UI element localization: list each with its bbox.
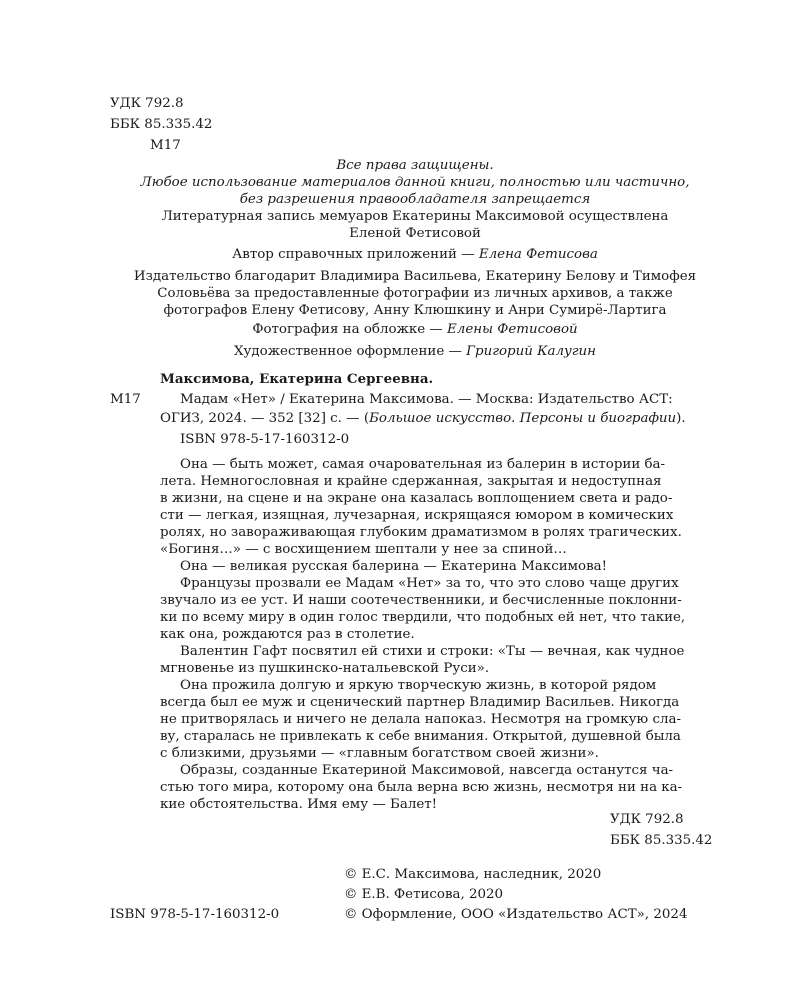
annotation-line: с близкими, друзьями — «главным богатством своей жизни». bbox=[160, 746, 599, 761]
literary-line: Литературная запись мемуаров Екатерины Максимовой осуществлена bbox=[161, 209, 669, 224]
catalog-author: Максимова, Екатерина Сергеевна. bbox=[160, 371, 434, 387]
art-design-label: Художественное оформление — bbox=[234, 344, 467, 359]
annotation-paragraph bbox=[160, 456, 716, 558]
catalog-series: Большое искусство. Персоны и биографии bbox=[369, 411, 677, 426]
annotation-line: кие обстоятельства. Имя ему — Балет! bbox=[160, 797, 438, 812]
rights-line: Все права защищены. bbox=[336, 158, 494, 173]
annotation-line: стью того мира, которому она была верна всю жизнь, несмотря ни на ка- bbox=[160, 780, 683, 795]
udk-code: УДК 792.8 bbox=[110, 96, 184, 111]
annotation bbox=[160, 456, 716, 813]
art-design-credit bbox=[110, 343, 720, 360]
cover-photo-name: Елены Фетисовой bbox=[447, 322, 578, 337]
art-design-name: Григорий Калугин bbox=[466, 344, 596, 359]
catalog-line-2-start: ОГИЗ, 2024. — 352 [32] с. — ( bbox=[160, 411, 370, 426]
rights-notice bbox=[110, 157, 720, 208]
annotation-paragraph bbox=[160, 643, 716, 677]
annotation-paragraph bbox=[160, 558, 716, 575]
annotation-line: в жизни, на сцене и на экране она казалась воплощением света и радо- bbox=[160, 491, 673, 506]
publisher-thanks bbox=[110, 268, 720, 319]
author-mark: М17 bbox=[150, 138, 181, 153]
bottom-bbk-code: ББК 85.335.42 bbox=[610, 833, 713, 848]
annotation-line: Валентин Гафт посвятил ей стихи и строки: «Ты — вечная, как чудное bbox=[180, 644, 685, 659]
annotation-line: всегда был ее муж и сценический партнер Владимир Васильев. Никогда bbox=[160, 695, 680, 710]
copyright-line: © Е.В. Фетисова, 2020 bbox=[344, 887, 504, 902]
annotation-line: ролях, но завораживающая глубоким драматизмом в ролях трагических. bbox=[160, 525, 682, 540]
catalog-isbn: ISBN 978-5-17-160312-0 bbox=[180, 432, 350, 447]
appendix-author bbox=[110, 246, 720, 263]
annotation-paragraph bbox=[160, 762, 716, 813]
appendix-author-name: Елена Фетисова bbox=[478, 247, 598, 262]
annotation-line: «Богиня…» — с восхищением шептали у нее за спиной… bbox=[160, 542, 567, 557]
annotation-line: как она, рождаются раз в столетие. bbox=[160, 627, 415, 642]
annotation-line: не притворялась и ничего не делала напоказ. Несмотря на громкую сла- bbox=[160, 712, 681, 727]
annotation-line: ву, старалась не привлекать к себе внимания. Открытой, душевной была bbox=[160, 729, 681, 744]
annotation-line: Французы прозвали ее Мадам «Нет» за то, что это слово чаще других bbox=[180, 576, 679, 591]
bottom-udk-code: УДК 792.8 bbox=[610, 812, 684, 827]
cover-photo-credit bbox=[110, 321, 720, 338]
catalog-line-2 bbox=[160, 410, 686, 427]
appendix-author-label: Автор справочных приложений — bbox=[232, 247, 479, 262]
copyright-line: © Оформление, ООО «Издательство АСТ», 2024 bbox=[344, 907, 688, 922]
catalog-line-1: Мадам «Нет» / Екатерина Максимова. — Москва: Издательство АСТ: bbox=[180, 392, 673, 407]
annotation-line: ки по всему миру в один голос твердили, что подобных ей нет, что такие, bbox=[160, 610, 686, 625]
bbk-code: ББК 85.335.42 bbox=[110, 117, 213, 132]
annotation-line: звучало из ее уст. И наши соотечественники, и бесчисленные поклонни- bbox=[160, 593, 682, 608]
annotation-paragraph bbox=[160, 677, 716, 762]
catalog-line-2-end: ). bbox=[676, 411, 686, 426]
thanks-line: фотографов Елену Фетисову, Анну Клюшкину и Анри Сумирё-Лартига bbox=[163, 303, 667, 318]
catalog-mark: М17 bbox=[110, 392, 141, 407]
literary-line: Еленой Фетисовой bbox=[349, 226, 481, 241]
copyright-line: © Е.С. Максимова, наследник, 2020 bbox=[344, 867, 602, 882]
literary-record bbox=[110, 208, 720, 242]
annotation-paragraph bbox=[160, 575, 716, 643]
annotation-line: мгновенье из пушкинско-натальевской Руси». bbox=[160, 661, 490, 676]
annotation-line: Образы, созданные Екатериной Максимовой, навсегда останутся ча- bbox=[180, 763, 674, 778]
annotation-line: сти — легкая, изящная, лучезарная, искрящаяся юмором в комических bbox=[160, 508, 674, 523]
rights-line: Любое использование материалов данной книги, полностью или частично, bbox=[140, 175, 690, 190]
annotation-line: Она — быть может, самая очаровательная из балерин в истории ба- bbox=[180, 457, 666, 472]
annotation-line: лета. Немногословная и крайне сдержанная, закрытая и недоступная bbox=[160, 474, 662, 489]
thanks-line: Издательство благодарит Владимира Васильева, Екатерину Белову и Тимофея bbox=[133, 269, 697, 284]
thanks-line: Соловьёва за предоставленные фотографии из личных архивов, а также bbox=[157, 286, 673, 301]
annotation-line: Она — великая русская балерина — Екатерина Максимова! bbox=[180, 559, 608, 574]
rights-line: без разрешения правообладателя запрещается bbox=[239, 192, 591, 207]
bottom-isbn: ISBN 978-5-17-160312-0 bbox=[110, 907, 280, 922]
annotation-line: Она прожила долгую и яркую творческую жизнь, в которой рядом bbox=[180, 678, 657, 693]
cover-photo-label: Фотография на обложке — bbox=[252, 322, 448, 337]
